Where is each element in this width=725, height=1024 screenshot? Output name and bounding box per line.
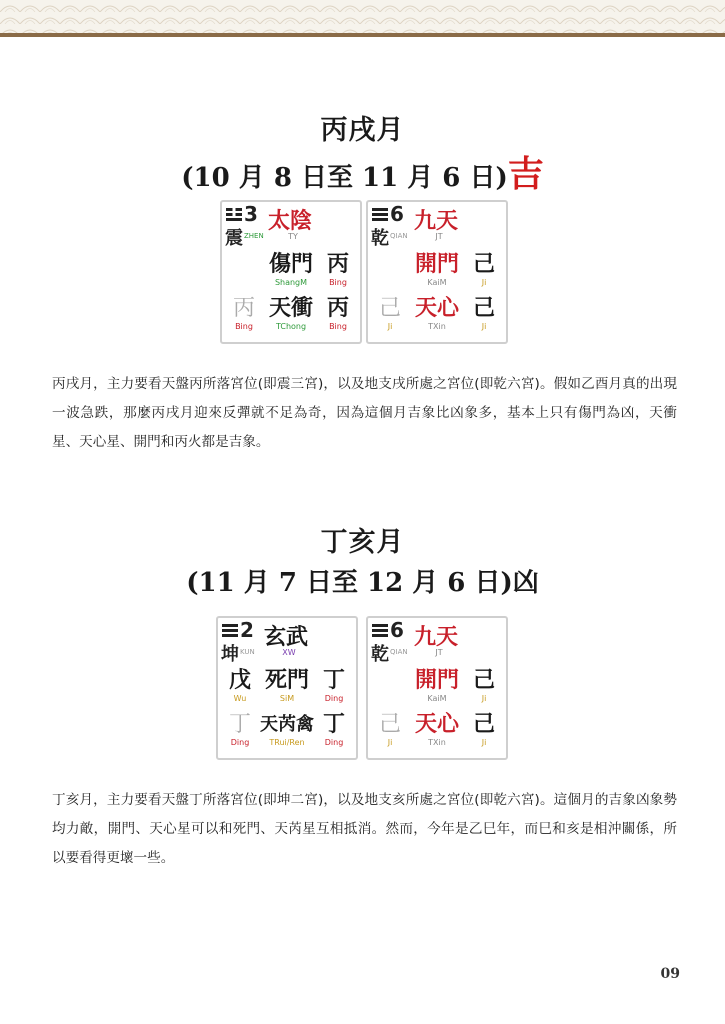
door-name: 傷門: [268, 252, 313, 277]
star-name: 天心: [414, 712, 459, 737]
left-stem-pinyin: Ji: [387, 738, 393, 747]
analysis-paragraph: 丙戌月，主力要看天盤丙所落宮位(即震三宮)，以及地支戌所處之宮位(即乾六宮)。假如乙酉月真的出現一波急跌，那麼丙戌月迎來反彈就不足為奇，因為這個月吉象比凶象多，基本上只有傷門為凶，天衝星、天心星、開門和丙火都是吉象。: [52, 376, 677, 450]
left-stem-cell: [224, 296, 264, 332]
section-title: 丙戌月: [320, 115, 405, 146]
section-date-range: [0, 146, 725, 197]
star-cell: [262, 296, 320, 332]
door-name: 開門: [414, 668, 459, 693]
earth-stem: 己: [472, 296, 495, 321]
door-pinyin: KaiM: [427, 694, 447, 703]
heaven-stem: 丁: [322, 668, 345, 693]
earth-stem-pinyin: Ding: [324, 738, 344, 747]
analysis-paragraph: 丁亥月，主力要看天盤丁所落宮位(即坤二宮)，以及地支亥所處之宮位(即乾六宮)。這個月的吉象凶象勢均力敵，開門、天心星可以和死門、天芮星互相抵消。然而，今年是乙巳年，而巳和亥是相沖關係，所以要看得更壞一些。: [52, 792, 677, 866]
door-name: 死門: [264, 668, 309, 693]
verdict-label: 凶: [512, 568, 539, 598]
left-stem-cell: [220, 712, 260, 748]
door-pinyin: SiM: [279, 694, 295, 703]
star-pinyin: TXin: [428, 322, 446, 331]
palace-chart-kun: [216, 616, 358, 760]
earth-stem-pinyin: Ji: [481, 738, 487, 747]
earth-stem-pinyin: Ji: [481, 322, 487, 331]
date-range-text: (11 月 7 日至 12 月 6 日): [186, 568, 513, 598]
earth-stem-pinyin: Bing: [329, 322, 347, 331]
palace-number: 2: [240, 618, 254, 642]
earth-stem-cell: [464, 712, 504, 748]
deity-pinyin: TY: [288, 232, 298, 241]
trigram-lines-icon: [372, 208, 388, 223]
trigram-name: 乾: [371, 644, 389, 665]
left-stem-pinyin: Ding: [230, 738, 250, 747]
left-stem: 丁: [228, 712, 251, 737]
heaven-stem: 己: [472, 668, 495, 693]
star-cell: [408, 296, 466, 332]
left-stem-pinyin: Bing: [235, 322, 253, 331]
heaven-stem-pinyin: Ding: [324, 694, 344, 703]
palace-number: 6: [390, 202, 404, 226]
door-cell: [258, 668, 316, 704]
star-name: 天芮禽: [260, 714, 314, 735]
extra-stem: 戊: [228, 668, 251, 693]
left-stem: 己: [378, 296, 401, 321]
door-cell: [408, 668, 466, 704]
palace-chart-zhen: [220, 200, 362, 344]
extra-stem-cell: [220, 668, 260, 704]
heaven-stem-cell: [314, 668, 354, 704]
palace-number: 6: [390, 618, 404, 642]
door-cell: [408, 252, 466, 288]
palace-chart-qian: [366, 616, 508, 760]
deity-name: 九天: [414, 209, 459, 234]
verdict-label: 吉: [507, 153, 544, 195]
star-pinyin: TChong: [275, 322, 307, 331]
door-cell: [262, 252, 320, 288]
star-pinyin: TRui/Ren: [269, 738, 305, 747]
door-name: 開門: [414, 252, 459, 277]
earth-stem-cell: [314, 712, 354, 748]
deity-pinyin: XW: [282, 648, 296, 657]
palace-number: 3: [244, 202, 258, 226]
earth-stem-cell: [464, 296, 504, 332]
star-cell: [408, 712, 466, 748]
date-range-text: (10 月 8 日至 11 月 6 日): [181, 163, 508, 193]
trigram-name: 坤: [221, 644, 239, 665]
trigram-lines-icon: [222, 624, 238, 639]
trigram-pinyin: ZHEN: [244, 232, 264, 240]
extra-stem-pinyin: Wu: [233, 694, 247, 703]
header-rule: [0, 33, 725, 37]
trigram-name: 震: [225, 228, 243, 249]
wave-pattern-graphic: [0, 0, 725, 34]
heaven-stem-cell: [318, 252, 358, 288]
star-name: 天心: [414, 296, 459, 321]
trigram-pinyin: QIAN: [390, 232, 408, 240]
left-stem-cell: [370, 296, 410, 332]
earth-stem: 丁: [322, 712, 345, 737]
section-date-range: [0, 562, 725, 599]
heaven-stem-pinyin: Ji: [481, 278, 487, 287]
deity-pinyin: JT: [435, 648, 443, 657]
heaven-stem: 丙: [326, 252, 349, 277]
left-stem: 己: [378, 712, 401, 737]
left-stem-cell: [370, 712, 410, 748]
left-stem: 丙: [232, 296, 255, 321]
door-pinyin: ShangM: [274, 278, 308, 287]
heaven-stem-cell: [464, 668, 504, 704]
trigram-pinyin: KUN: [240, 648, 255, 656]
heaven-stem-cell: [464, 252, 504, 288]
door-pinyin: KaiM: [427, 278, 447, 287]
trigram-name: 乾: [371, 228, 389, 249]
trigram-lines-icon: [226, 208, 242, 223]
deity-name: 太陰: [268, 209, 313, 234]
trigram-lines-icon: [372, 624, 388, 639]
star-pinyin: TXin: [428, 738, 446, 747]
left-stem-pinyin: Ji: [387, 322, 393, 331]
deity-name: 九天: [414, 625, 459, 650]
heaven-stem: 己: [472, 252, 495, 277]
earth-stem: 己: [472, 712, 495, 737]
page-number: 09: [660, 966, 680, 982]
heaven-stem-pinyin: Bing: [329, 278, 347, 287]
earth-stem-cell: [318, 296, 358, 332]
header-wave-pattern: [0, 0, 725, 34]
star-name: 天衝: [268, 296, 313, 321]
deity-name: 玄武: [264, 625, 309, 650]
trigram-pinyin: QIAN: [390, 648, 408, 656]
deity-pinyin: JT: [435, 232, 443, 241]
earth-stem: 丙: [326, 296, 349, 321]
section-title: 丁亥月: [320, 527, 405, 558]
star-cell: [258, 712, 316, 748]
heaven-stem-pinyin: Ji: [481, 694, 487, 703]
palace-chart-qian: [366, 200, 508, 344]
